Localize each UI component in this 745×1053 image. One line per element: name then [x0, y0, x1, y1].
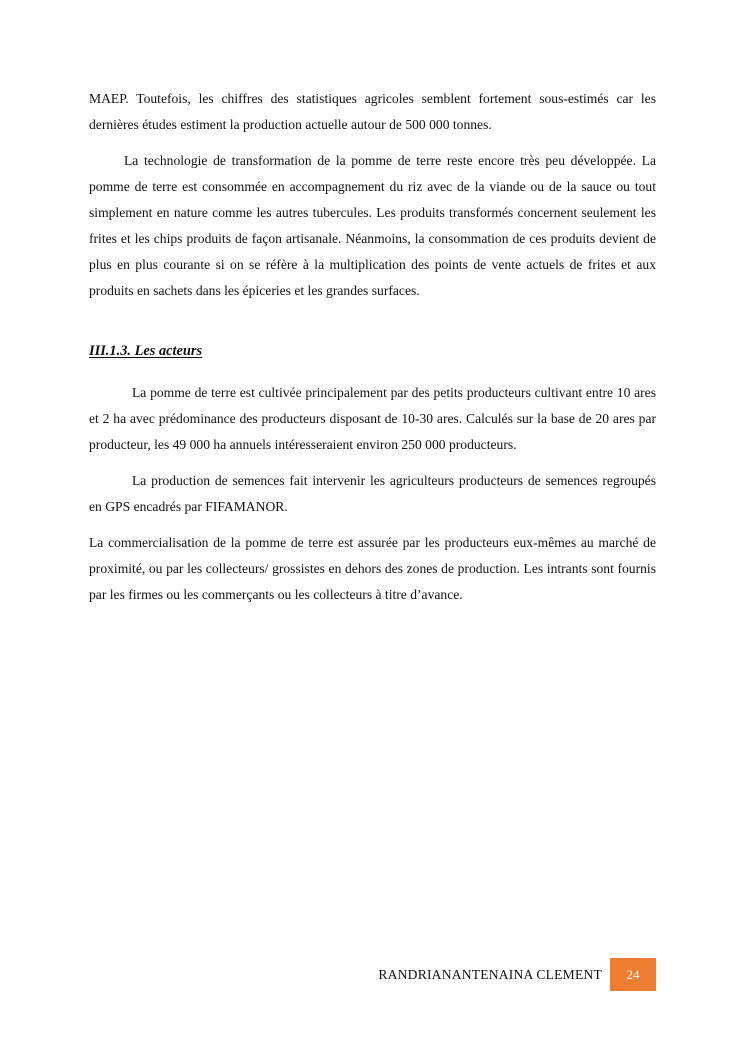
paragraph-technologie: La technologie de transformation de la pomme de terre reste encore très peu développée. La pomme de terre est consommée en accompagnement du riz avec de la viande ou de la sauce ou tout simplement en nature comme les autres tubercules. Les produits transformés concernent seulement les frites et les chips produits de façon artisanale. Néanmoins, la consommation de ces produits devient de plus en plus courante si on se réfère à la multiplication des points de vente actuels de frites et aux produits en sachets dans les épiceries et les grandes surfaces.	[89, 153, 656, 298]
footer-author: RANDRIANANTENAINA CLEMENT	[378, 966, 602, 982]
page-footer	[89, 958, 656, 991]
paragraph-maep: MAEP. Toutefois, les chiffres des statistiques agricoles semblent fortement sous-estimés car les dernières études estiment la production actuelle autour de 500 000 tonnes.	[89, 91, 656, 132]
paragraph-producteurs: La pomme de terre est cultivée principalement par des petits producteurs cultivant entre 10 ares et 2 ha avec prédominance des producteurs disposant de 10-30 ares. Calculés sur la base de 20 ares par producteur, les 49 000 ha annuels intéresseraient environ 250 000 producteurs.	[89, 385, 656, 452]
page-number-badge: 24	[610, 958, 656, 991]
section-heading: III.1.3. Les acteurs	[89, 343, 203, 359]
paragraph-commercialisation: La commercialisation de la pomme de terre est assurée par les producteurs eux-mêmes au marché de proximité, ou par les collecteurs/ grossistes en dehors des zones de production. Les intrants sont fournis par les firmes ou les commerçants ou les collecteurs à titre d’avance.	[89, 535, 656, 602]
paragraph-semences: La production de semences fait intervenir les agriculteurs producteurs de semences regroupés en GPS encadrés par FIFAMANOR.	[89, 473, 656, 514]
page-content	[89, 86, 656, 608]
